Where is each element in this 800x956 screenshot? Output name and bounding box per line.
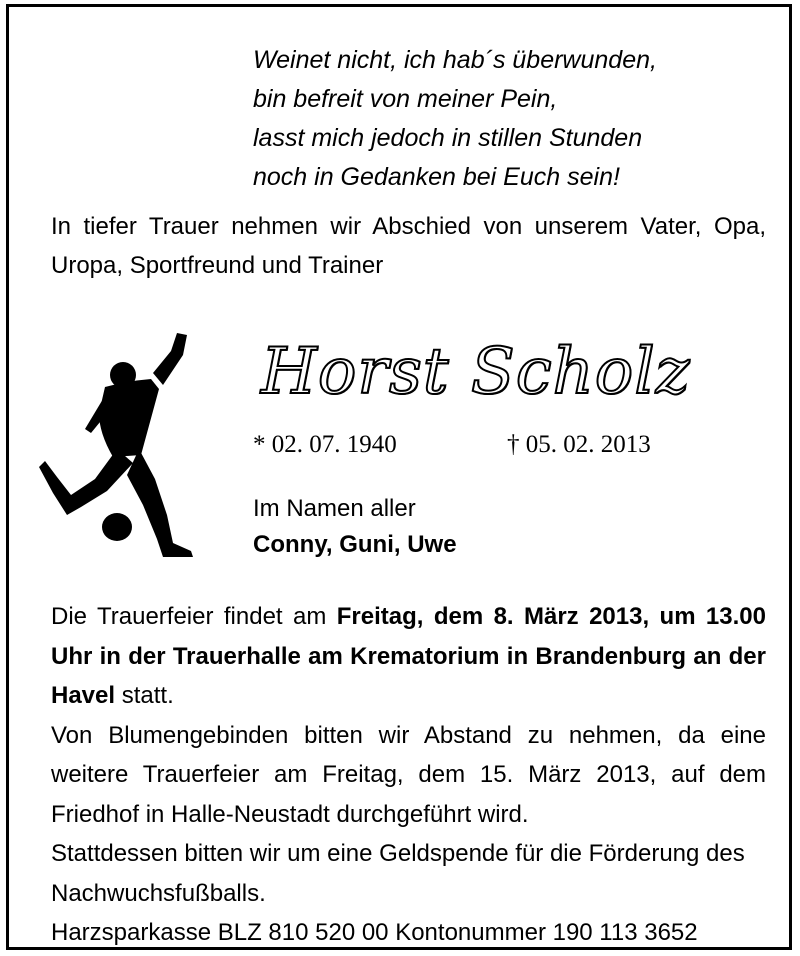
death-date: † 05. 02. 2013 (507, 431, 651, 458)
ceremony-text: Die Trauerfeier findet am (51, 603, 327, 630)
deceased-name: Horst Scholz (261, 335, 691, 409)
poem (253, 41, 657, 197)
poem-line: Weinet nicht, ich hab´s überwunden, (253, 46, 657, 74)
ceremony-paragraph (51, 597, 766, 716)
soccer-player-icon (35, 329, 205, 557)
mourners-label: Im Namen aller (253, 495, 416, 522)
ceremony-details: Freitag, dem 8. März 2013, um 13.00 Uhr in der Trauerhalle am Krematorium in Brandenburg an der Havel (51, 603, 766, 709)
flowers-paragraph: Von Blumengebinden bitten wir Abstand zu nehmen, da eine weitere Trauerfeier am Freitag, dem 15. März 2013, auf dem Friedhof in Halle-Neustadt durchgeführt wird. (51, 721, 766, 828)
body-text (51, 597, 766, 953)
poem-line: lasst mich jedoch in stillen Stunden (253, 124, 643, 152)
poem-line: bin befreit von meiner Pein, (253, 85, 558, 113)
mourners-names: Conny, Guni, Uwe (253, 531, 457, 558)
poem-line: noch in Gedanken bei Euch sein! (253, 163, 620, 191)
donation-paragraph: Stattdessen bitten wir um eine Geldspende für die Förderung des Nachwuchsfußballs. (51, 840, 745, 907)
birth-date: * 02. 07. 1940 (253, 431, 397, 458)
intro-text: In tiefer Trauer nehmen wir Abschied von unserem Vater, Opa, Uropa, Sportfreund und Trainer (51, 213, 766, 279)
bank-details: Harzsparkasse BLZ 810 520 00 Kontonummer 190 113 3652 (51, 919, 698, 946)
obituary-frame (6, 4, 792, 950)
ceremony-suffix: statt. (121, 682, 174, 709)
